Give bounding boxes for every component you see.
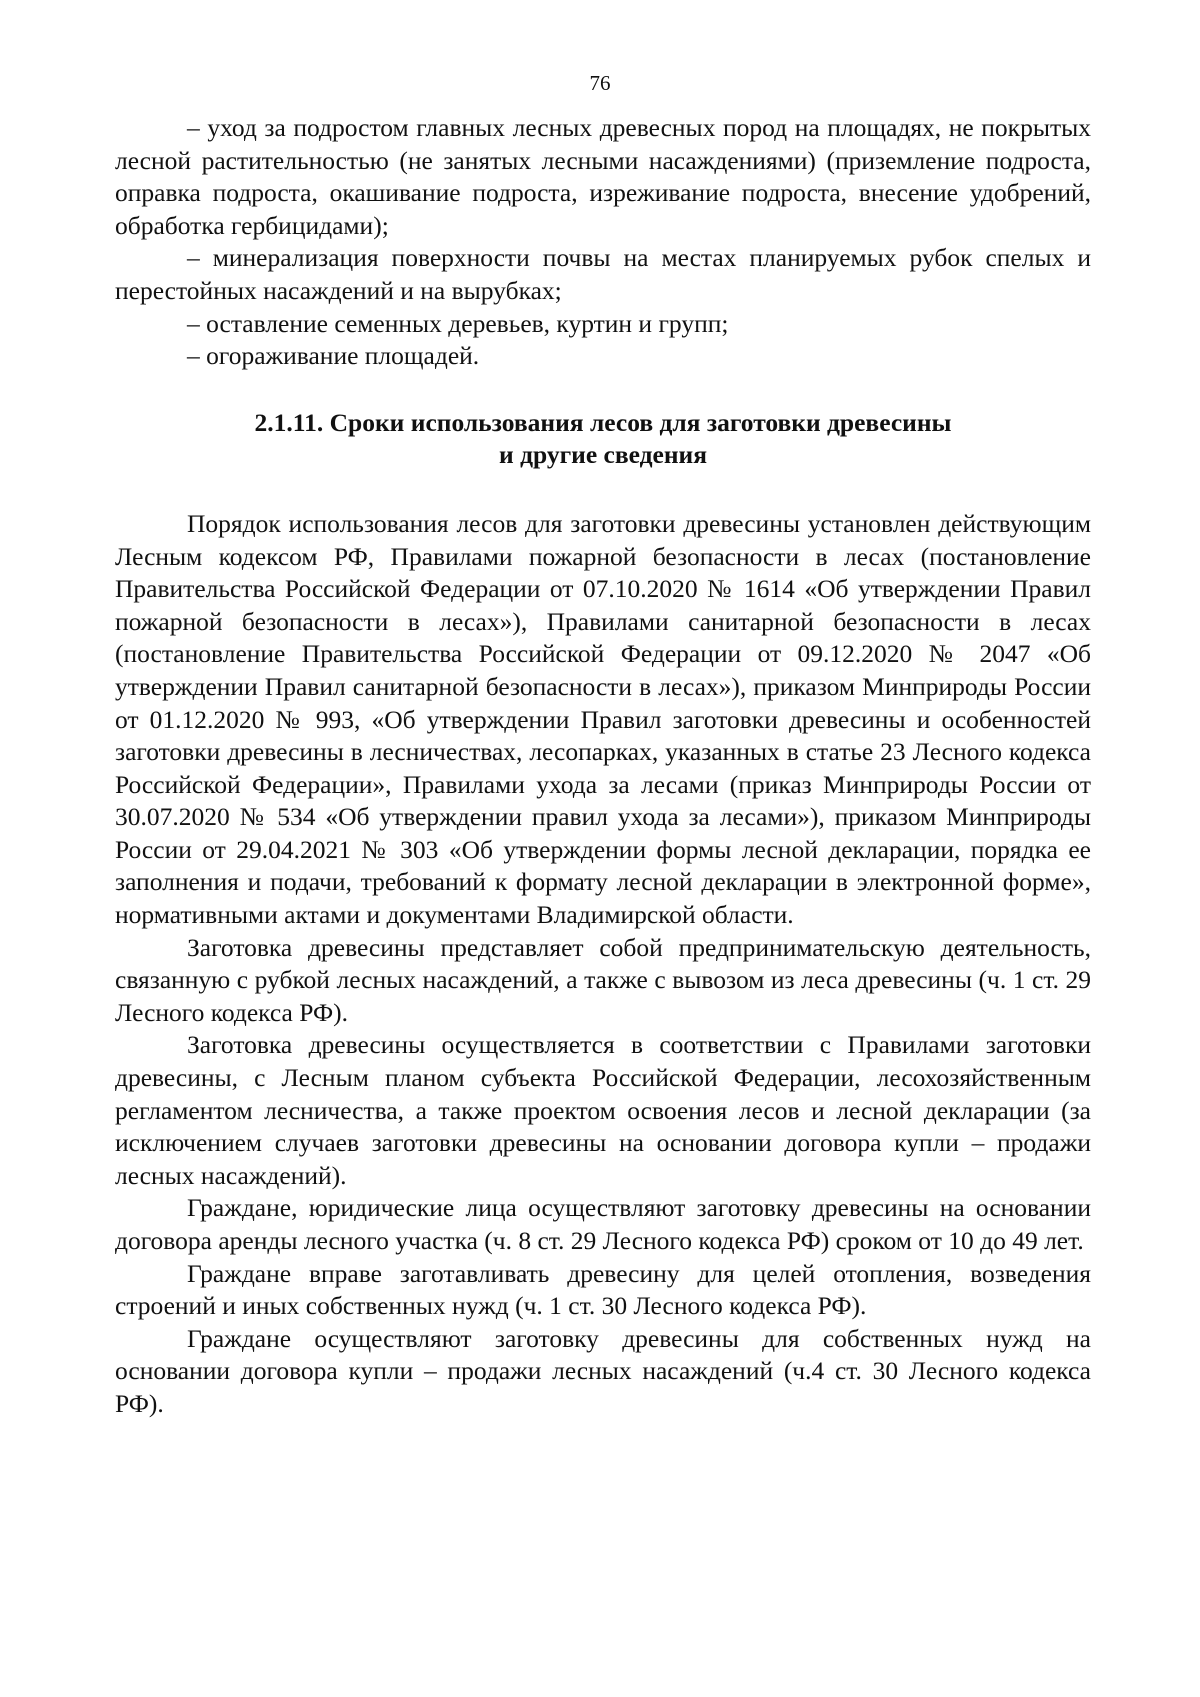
section-heading-line: 2.1.11. Сроки использования лесов для заготовки древесины xyxy=(254,407,952,437)
paragraph: Заготовка древесины представляет собой предпринимательскую деятельность, связанную с рубкой лесных насаждений, а также с вывозом из леса древесины (ч. 1 ст. 29 Лесного кодекса РФ). xyxy=(115,932,1091,1027)
list-item: – огораживание площадей. xyxy=(187,341,480,371)
section-heading-line: и другие сведения xyxy=(499,440,707,470)
document-body xyxy=(115,112,1091,1421)
paragraph: Граждане, юридические лица осуществляют заготовку древесины на основании договора аренды лесного участка (ч. 8 ст. 29 Лесного кодекса РФ) сроком от 10 до 49 лет. xyxy=(115,1193,1091,1255)
list-item: – минерализация поверхности почвы на местах планируемых рубок спелых и перестойных насаждений и на вырубках; xyxy=(115,243,1091,305)
paragraph: Порядок использования лесов для заготовки древесины установлен действующим Лесным кодексом РФ, Правилами пожарной безопасности в лесах (постановление Правительства Российской Федерации от 07.10.2020 № 1614 «Об утверждении Правил пожарной безопасности в лесах»), Правилами санитарной безопасности в лесах (постановление Правительства Российской Федерации от 09.12.2020 № 2047 «Об утверждении Правил санитарной безопасности в лесах»), приказом Минприроды России от 01.12.2020 № 993, «Об утверждении Правил заготовки древесины и особенностей заготовки древесины в лесничествах, лесопарках, указанных в статье 23 Лесного кодекса Российской Федерации», Правилами ухода за лесами (приказ Минприроды России от 30.07.2020 № 534 «Об утверждении правил ухода за лесами»), приказом Минприроды России от 29.04.2021 № 303 «Об утверждении формы лесной декларации, порядка ее заполнения и подачи, требований к формату лесной декларации в электронной форме», нормативными актами и документами Владимирской области. xyxy=(115,508,1091,930)
list-item: – уход за подростом главных лесных древесных пород на площадях, не покрытых лесной растительностью (не занятых лесными насаждениями) (приземление подроста, оправка подроста, окашивание подроста, изреживание подроста, внесение удобрений, обработка гербицидами); xyxy=(115,113,1091,240)
paragraph: Граждане осуществляют заготовку древесины для собственных нужд на основании договора купли – продажи лесных насаждений (ч.4 ст. 30 Лесного кодекса РФ). xyxy=(115,1323,1091,1418)
paragraph: Граждане вправе заготавливать древесину для целей отопления, возведения строений и иных собственных нужд (ч. 1 ст. 30 Лесного кодекса РФ). xyxy=(115,1258,1091,1321)
page-number: 76 xyxy=(589,71,611,95)
list-item: – оставление семенных деревьев, куртин и групп; xyxy=(187,308,729,338)
section-heading xyxy=(115,407,1091,472)
paragraph: Заготовка древесины осуществляется в соответствии с Правилами заготовки древесины, с Лесным планом субъекта Российской Федерации, лесохозяйственным регламентом лесничества, а также проектом освоения лесов и лесной декларации (за исключением случаев заготовки древесины на основании договора купли – продажи лесных насаждений). xyxy=(115,1030,1091,1190)
